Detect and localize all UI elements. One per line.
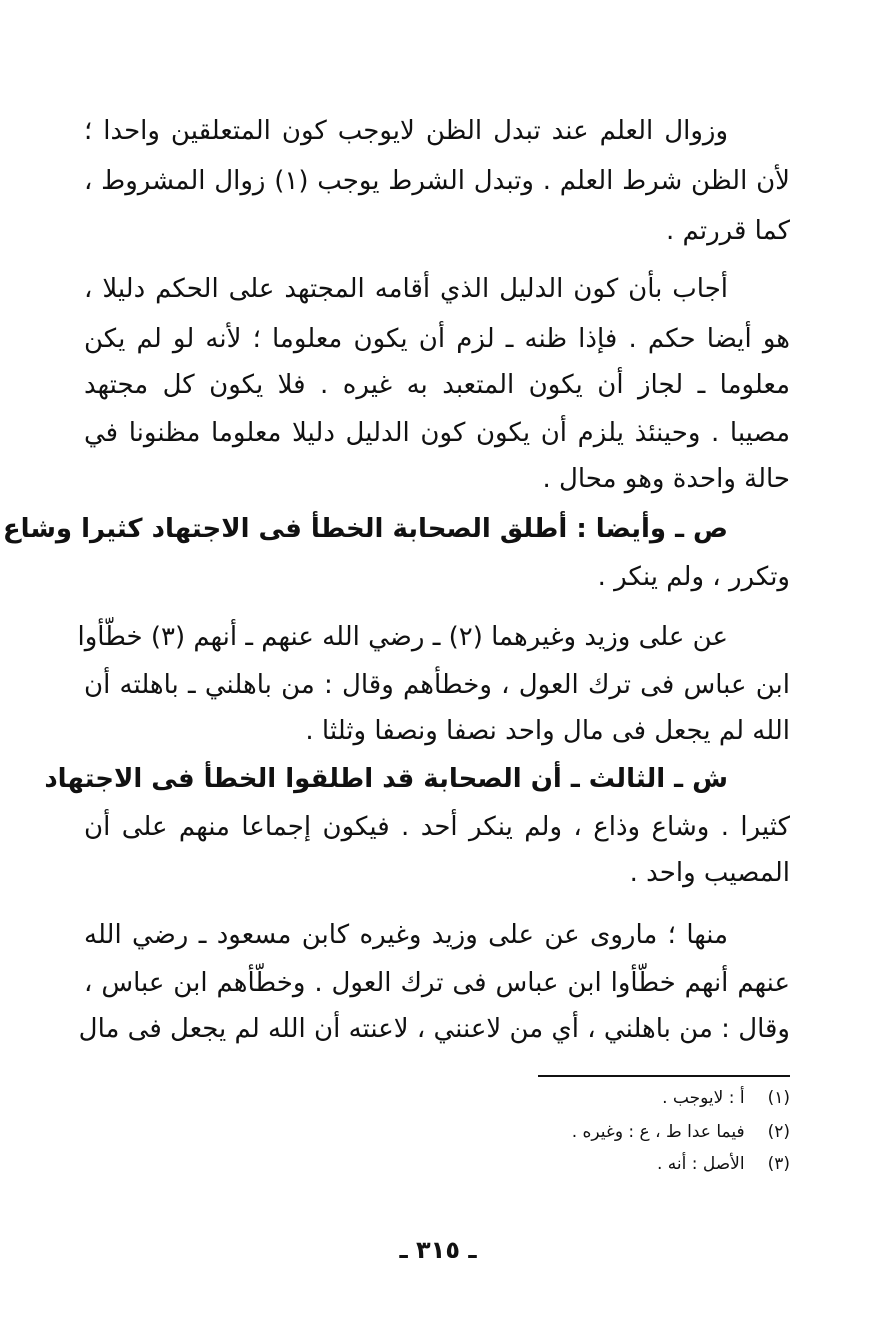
page-number: ـ ٣١٥ ـ (399, 1236, 477, 1264)
text-line: وتكرر ، ولم ينكر . (597, 562, 790, 592)
footnote (430, 1120, 790, 1144)
text-line: ابن عباس فى ترك العول ، وخطأهم وقال : من باهلني ـ باهلته أن (84, 670, 790, 700)
text-line: لأن الظن شرط العلم . وتبدل الشرط يوجب (١) زوال المشروط ، (84, 166, 790, 196)
footnote (430, 1152, 790, 1176)
footnote (430, 1086, 790, 1110)
text-line: عنهم أنهم خطّأوا ابن عباس فى ترك العول . وخطّأهم ابن عباس ، (84, 968, 790, 998)
footnote-number: (٢) (767, 1122, 790, 1142)
text-line: أجاب بأن كون الدليل الذي أقامه المجتهد على الحكم دليلا ، (84, 274, 728, 304)
text-line: معلوما ـ لجاز أن يكون المتعبد به غيره . فلا يكون كل مجتهد (84, 370, 790, 400)
footnote-text: أ : لايوجب . (662, 1088, 745, 1108)
footnote-text: فيما عدا ط ، ع : وغيره . (571, 1122, 745, 1142)
text-line: وزوال العلم عند تبدل الظن لايوجب كون المتعلقين واحدا ؛ (84, 116, 728, 146)
text-line: هو أيضا حكم . فإذا ظنه ـ لزم أن يكون معلوما ؛ لأنه لو لم يكن (84, 324, 790, 354)
text-line: عن على وزيد وغيرهما (٢) ـ رضي الله عنهم ـ أنهم (٣) خطّأوا (77, 622, 728, 652)
text-line: حالة واحدة وهو محال . (542, 464, 790, 494)
text-line: ش ـ الثالث ـ أن الصحابة قد اطلقوا الخطأ فى الاجتهاد (44, 764, 728, 794)
text-line: ص ـ وأيضا : أطلق الصحابة الخطأ فى الاجتهاد كثيرا وشاع (2, 514, 728, 544)
text-line: كثيرا . وشاع وذاع ، ولم ينكر أحد . فيكون إجماعا منهم على أن (84, 812, 790, 842)
text-line: الله لم يجعل فى مال واحد نصفا ونصفا وثلثا . (305, 716, 790, 746)
text-line: منها ؛ ماروى عن على وزيد وغيره كابن مسعود ـ رضي الله (84, 920, 728, 950)
footnote-number: (١) (767, 1088, 790, 1108)
footnote-number: (٣) (767, 1154, 790, 1174)
text-line: وقال : من باهلني ، أي من لاعنني ، لاعنته أن الله لم يجعل فى مال (78, 1014, 790, 1044)
footnote-text: الأصل : أنه . (656, 1154, 745, 1174)
footnote-divider (538, 1075, 790, 1077)
text-line: المصيب واحد . (629, 858, 790, 888)
text-line: مصيبا . وحينئذ يلزم أن يكون كون الدليل دليلا معلوما مظنونا في (84, 418, 790, 448)
text-line: كما قررتم . (666, 216, 790, 246)
